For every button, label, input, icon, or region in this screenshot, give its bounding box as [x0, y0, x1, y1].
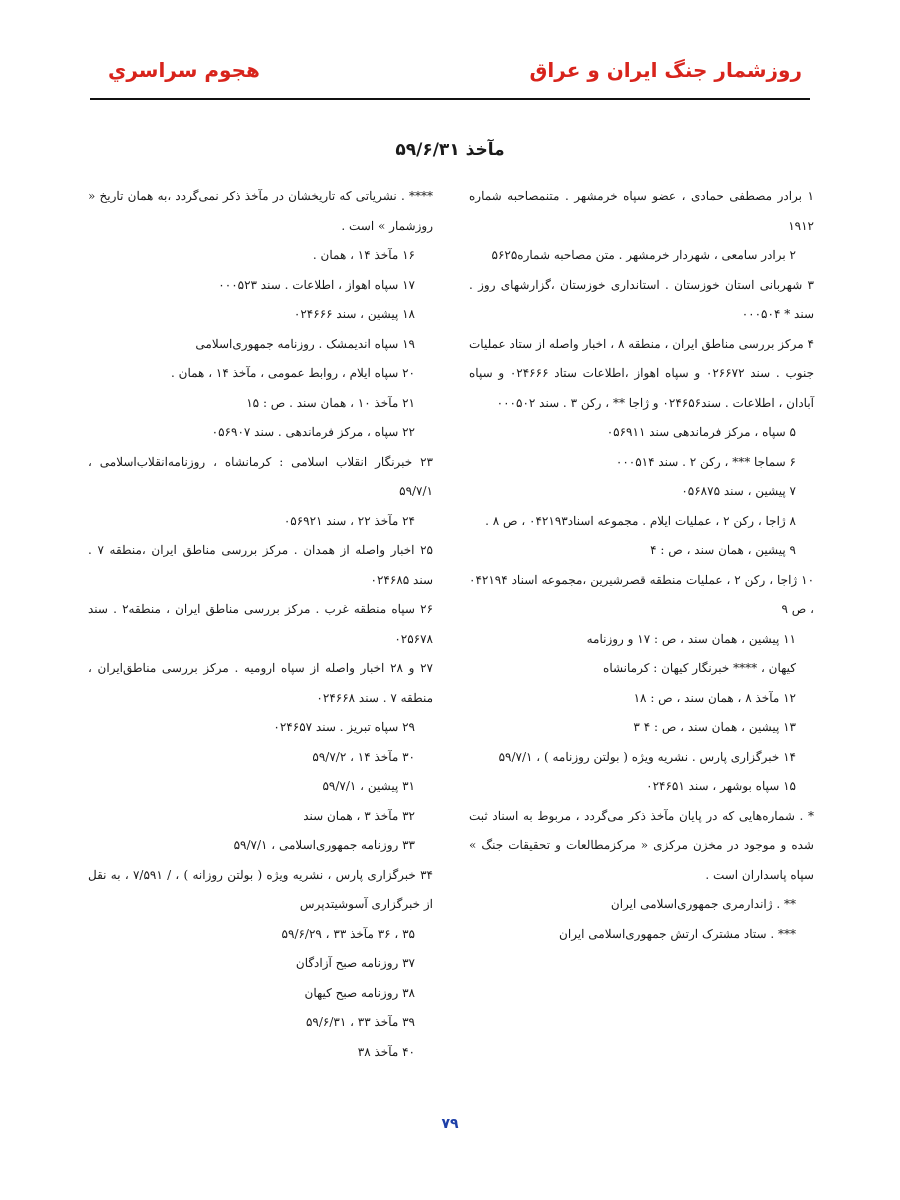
reference-entry: **** . نشریاتی که تاریخشان در مآخذ ذکر نمی‌گردد ،به همان تاریخ « روزشمار » است . — [88, 189, 433, 233]
page-heading: مآخذ ۵۹/۶/۳۱ — [395, 140, 505, 160]
reference-entry: ۳۷ روزنامه صبح آزادگان — [295, 956, 415, 970]
reference-entry: ۷ پیشین ، سند ۰۵۶۸۷۵ — [681, 484, 796, 498]
references-right-column — [469, 182, 814, 949]
reference-entry: ۱۹ سپاه اندیمشک . روزنامه جمهوری‌اسلامی — [195, 336, 415, 351]
reference-entry: ۶ سماجا *** ، رکن ۲ . سند ۰۰۰۵۱۴ — [615, 454, 796, 469]
reference-entry: ۱۵ سپاه بوشهر ، سند ۰۲۴۶۵۱ — [646, 779, 796, 793]
reference-entry: ۲ برادر سامعی ، شهردار خرمشهر . متن مصاحبه شماره۵۶۲۵ — [491, 248, 796, 262]
reference-entry: ۳۱ پیشین ، ۵۹/۷/۱ — [322, 779, 415, 793]
reference-entry: ۱۶ مآخذ ۱۴ ، همان . — [312, 248, 415, 262]
reference-entry: ۳ شهربانی استان خوزستان . استانداری خوزستان ،گزارشهای روز . سند * ۰۰۰۵۰۴ — [469, 277, 814, 321]
reference-entry: ۲۰ سپاه ایلام ، روابط عمومی ، مآخذ ۱۴ ، همان . — [171, 366, 415, 380]
reference-entry: ۲۶ سپاه منطقه غرب . مرکز بررسی مناطق ایران ، منطقه۲ . سند ۰۲۵۶۷۸ — [88, 602, 434, 646]
reference-entry: کیهان ، **** خبرنگار کیهان : کرمانشاه — [603, 661, 796, 675]
reference-entry: ۲۹ سپاه تبریز . سند ۰۲۴۶۵۷ — [273, 720, 415, 734]
reference-entry: ۸ ژاجا ، رکن ۲ ، عملیات ایلام . مجموعه اسناد۰۴۲۱۹۳ ، ص ۸ . — [485, 513, 796, 528]
reference-entry: * . شماره‌هایی که در پایان مآخذ ذکر می‌گردد ، مربوط به اسناد ثبت شده و موجود در مخزن مرکزی « مرکزمطالعات و تحقیقات جنگ » سپاه پاسداران است . — [469, 808, 814, 882]
section-title: هجوم سراسري — [108, 58, 260, 82]
reference-entry: ۱۰ ژاجا ، رکن ۲ ، عملیات منطقه قصرشیرین ،مجموعه اسناد ۰۴۲۱۹۴ ، ص ۹ — [469, 572, 815, 616]
reference-entry: ۲۳ خبرنگار انقلاب اسلامی : کرمانشاه ، روزنامه‌انقلاب‌اسلامی ، ۵۹/۷/۱ — [88, 454, 433, 498]
reference-entry: ۲۴ مآخذ ۲۲ ، سند ۰۵۶۹۲۱ — [283, 513, 415, 528]
reference-entry: ۳۹ مآخذ ۳۳ ، ۵۹/۶/۳۱ — [305, 1015, 415, 1029]
page-header — [90, 48, 810, 100]
reference-entry: ۱۴ خبرگزاری پارس . نشریه ویژه ( بولتن روزنامه ) ، ۵۹/۷/۱ — [498, 749, 796, 764]
page-number: ۷۹ — [441, 1116, 459, 1132]
reference-entry: ۲۵ اخبار واصله از همدان . مرکز بررسی مناطق ایران ،منطقه ۷ . سند ۰۲۴۶۸۵ — [88, 543, 433, 587]
reference-entry: ۲۷ و ۲۸ اخبار واصله از سپاه ارومیه . مرکز بررسی مناطق‌ایران ، منطقه ۷ . سند ۰۲۴۶۶۸ — [88, 661, 433, 705]
reference-entry: ۳۳ روزنامه جمهوری‌اسلامی ، ۵۹/۷/۱ — [233, 838, 415, 852]
reference-entry: ۴ مرکز بررسی مناطق ایران ، منطقه ۸ ، اخبار واصله از ستاد عملیات جنوب . سند ۰۲۶۶۷۲ و سپاه اهواز ،اطلاعات ستاد ۰۲۴۶۶۶ و سپاه آبادان ، اطلاعات . سند۰۲۴۶۵۶ و ژاجا ** ، رکن ۳ . سند ۰۰۰۵۰۲ — [469, 336, 814, 410]
reference-entry: ۲۱ مآخذ ۱۰ ، همان سند . ص : ۱۵ — [246, 395, 415, 410]
reference-entry: ** . ژاندارمری جمهوری‌اسلامی ایران — [610, 897, 796, 911]
reference-entry: ۹ پیشین ، همان سند ، ص : ۴ — [650, 543, 796, 557]
reference-entry: ۱ برادر مصطفی حمادی ، عضو سپاه خرمشهر . متنمصاحبه شماره ۱۹۱۲ — [469, 189, 814, 233]
reference-entry: ۱۷ سپاه اهواز ، اطلاعات . سند ۰۰۰۵۲۳ — [218, 277, 415, 292]
book-title: روزشمار جنگ ایران و عراق — [529, 58, 802, 82]
reference-entry: ۱۱ پیشین ، همان سند ، ص : ۱۷ و روزنامه — [586, 631, 796, 646]
reference-entry: *** . ستاد مشترک ارتش جمهوری‌اسلامی ایران — [559, 926, 796, 941]
reference-entry: ۳۴ خبرگزاری پارس ، نشریه ویژه ( بولتن روزانه ) ، / ۷/۵۹۱ ، به نقل از خبرگزاری آسوشیتدپرس — [88, 867, 433, 911]
reference-entry: ۱۳ پیشین ، همان سند ، ص : ۴ ۳ — [633, 720, 796, 734]
references-left-column — [88, 182, 433, 1067]
reference-entry: ۳۵ ، ۳۶ مآخذ ۳۳ ، ۵۹/۶/۲۹ — [281, 926, 415, 941]
reference-entry: ۳۲ مآخذ ۳ ، همان سند — [303, 808, 415, 823]
reference-entry: ۳۰ مآخذ ۱۴ ، ۵۹/۷/۲ — [312, 749, 415, 764]
reference-entry: ۵ سپاه ، مرکز فرماندهی سند ۰۵۶۹۱۱ — [606, 425, 796, 439]
reference-entry: ۲۲ سپاه ، مرکز فرماندهی . سند ۰۵۶۹۰۷ — [211, 425, 415, 439]
reference-entry: ۴۰ مآخذ ۳۸ — [357, 1044, 415, 1059]
reference-entry: ۱۲ مآخذ ۸ ، همان سند ، ص : ۱۸ — [633, 690, 796, 705]
reference-entry: ۱۸ پیشین ، سند ۰۲۴۶۶۶ — [293, 307, 415, 321]
header-divider — [90, 98, 810, 100]
reference-entry: ۳۸ روزنامه صبح کیهان — [304, 985, 415, 1000]
